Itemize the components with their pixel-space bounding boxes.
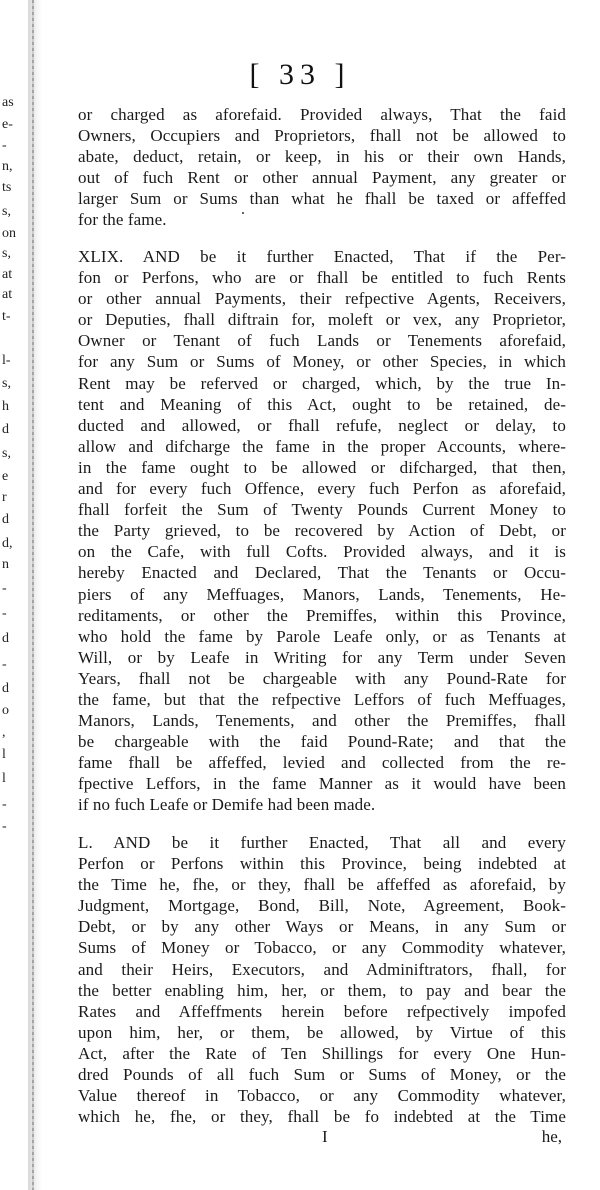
margin-fragment: h: [2, 399, 9, 414]
text-line: reditaments, or other the Premiffes, within this Province,: [78, 605, 566, 625]
binding-gutter-line: [32, 0, 34, 1190]
text-line: for any Sum or Sums of Money, or other Species, in which: [78, 352, 566, 372]
text-line: allow and difcharge the fame in the proper Accounts, where-: [78, 436, 566, 456]
text-line: and their Heirs, Executors, and Adminiftrators, fhall, for: [78, 959, 566, 979]
text-line: piers of any Meffuages, Manors, Lands, Tenements, He-: [78, 584, 566, 604]
text-line: tent and Meaning of this Act, ought to be retained, de-: [78, 394, 566, 414]
margin-fragment: s,: [2, 446, 11, 461]
page-number: [ 33 ]: [249, 58, 351, 91]
margin-fragment: l: [2, 747, 6, 762]
margin-fragment: -: [2, 657, 7, 672]
text-line: Rates and Affeffments herein before refpectively impofed: [78, 1001, 566, 1021]
text-line: on the Cafe, with full Cofts. Provided always, and it is: [78, 542, 566, 562]
margin-fragment: -: [2, 797, 7, 812]
margin-fragment: s,: [2, 376, 11, 391]
margin-fragment: n,: [2, 159, 13, 174]
margin-fragment: d: [2, 422, 9, 437]
margin-fragment: ,: [2, 725, 6, 740]
margin-fragment: l: [2, 771, 6, 786]
text-line: Manors, Lands, Tenements, and other the Premiffes, fhall: [78, 711, 566, 731]
text-line: the Party grieved, to be recovered by Action of Debt, or: [78, 521, 566, 541]
margin-fragment: s,: [2, 246, 11, 261]
margin-fragment: ts: [2, 180, 12, 195]
text-line: fhall forfeit the Sum of Twenty Pounds Current Money to: [78, 500, 566, 520]
text-line: or other annual Payments, their refpective Agents, Receivers,: [78, 289, 566, 309]
text-line: the fame, but that the refpective Leffors of fuch Meffuages,: [78, 689, 566, 709]
text-line: and for every fuch Offence, every fuch Perfon as aforefaid,: [78, 479, 566, 499]
text-line: hereby Enacted and Declared, That the Tenants or Occu-: [78, 563, 566, 583]
text-line: Owner or Tenant of fuch Lands or Tenements aforefaid,: [78, 331, 566, 351]
text-line: fon or Perfons, who are or fhall be entitled to fuch Rents: [78, 268, 566, 288]
text-line: dred Pounds of all fuch Sum or Sums of Money, or the: [78, 1065, 566, 1085]
text-line: in the fame ought to be allowed or difcharged, that then,: [78, 457, 566, 477]
text-line: or charged as aforefaid. Provided always, That the faid: [78, 105, 566, 124]
margin-fragment: d: [2, 631, 9, 646]
margin-fragment: -: [2, 581, 7, 596]
catchword: he,: [541, 1127, 562, 1146]
text-line: Act, after the Rate of Ten Shillings for every One Hun-: [78, 1043, 566, 1063]
margin-fragment: at: [2, 287, 13, 302]
text-line: L. AND be it further Enacted, That all and every: [78, 833, 566, 852]
text-line: Sums of Money or Tobacco, or any Commodity whatever,: [78, 938, 566, 958]
facing-page-margin: [0, 0, 26, 1190]
binding-gutter-shadow: [28, 0, 42, 1190]
text-line: or Deputies, fhall diftrain for, moleft or vex, any Proprietor,: [78, 310, 566, 330]
text-line: upon him, her, or them, be allowed, by Virtue of this: [78, 1022, 566, 1042]
margin-fragment: at: [2, 267, 13, 282]
margin-fragment: e-: [2, 117, 13, 132]
text-line: larger Sum or Sums than what he fhall be taxed or affeffed: [78, 189, 566, 209]
signature-mark: I: [322, 1127, 328, 1146]
text-line: fpective Leffors, in the fame Manner as it would have been: [78, 774, 566, 794]
margin-fragment: t-: [2, 309, 11, 324]
text-line: Rent may be referved or charged, which, by the true In-: [78, 373, 566, 393]
paragraph-section-xlix: [78, 246, 566, 816]
margin-fragment: -: [2, 819, 7, 834]
margin-fragment: on: [2, 226, 16, 241]
margin-fragment: -: [2, 606, 7, 621]
text-line: if no fuch Leafe or Demife had been made.: [78, 795, 376, 815]
margin-fragment: d: [2, 512, 9, 527]
text-line: Value thereof in Tobacco, or any Commodity whatever,: [78, 1086, 566, 1106]
text-line: Debt, or by any other Ways or Means, in any Sum or: [78, 917, 566, 937]
margin-fragment: d,: [2, 536, 13, 551]
margin-fragment: l-: [2, 353, 11, 368]
ink-speck: [242, 212, 244, 214]
text-line: the better enabling him, her, or them, to pay and bear the: [78, 980, 566, 1000]
text-line: Owners, Occupiers and Proprietors, fhall not be allowed to: [78, 126, 566, 146]
margin-fragment: n: [2, 557, 9, 572]
paragraph-continuation: [78, 104, 566, 231]
margin-fragment: o: [2, 703, 9, 718]
margin-fragment: r: [2, 490, 7, 505]
margin-fragment: e: [2, 469, 9, 484]
text-line: fame fhall be affeffed, levied and collected from the re-: [78, 753, 566, 773]
margin-fragment: d: [2, 681, 9, 696]
text-line: for the fame.: [78, 210, 167, 230]
paragraph-section-l: [78, 832, 566, 1127]
text-line: be chargeable with the faid Pound-Rate; and that the: [78, 732, 566, 752]
text-line: ducted and allowed, or fhall refufe, neglect or delay, to: [78, 415, 566, 435]
text-line: the Time he, fhe, or they, fhall be affeffed as aforefaid, by: [78, 875, 566, 895]
margin-fragment: as: [2, 95, 14, 110]
margin-fragment: s,: [2, 204, 11, 219]
text-line: Will, or by Leafe in Writing for any Term under Seven: [78, 647, 566, 667]
margin-fragment: -: [2, 138, 7, 153]
text-line: XLIX. AND be it further Enacted, That if the Per-: [78, 247, 566, 266]
text-line: which he, fhe, or they, fhall be fo indebted at the Time: [78, 1107, 566, 1127]
text-line: Years, fhall not be chargeable with any Pound-Rate for: [78, 668, 566, 688]
text-line: out of fuch Rent or other annual Payment, any greater or: [78, 168, 566, 188]
text-line: Judgment, Mortgage, Bond, Bill, Note, Agreement, Book-: [78, 896, 566, 916]
text-line: who hold the fame by Parole Leafe only, or as Tenants at: [78, 626, 566, 646]
text-line: Perfon or Perfons within this Province, being indebted at: [78, 854, 566, 874]
text-line: abate, deduct, retain, or keep, in his or their own Hands,: [78, 147, 566, 167]
